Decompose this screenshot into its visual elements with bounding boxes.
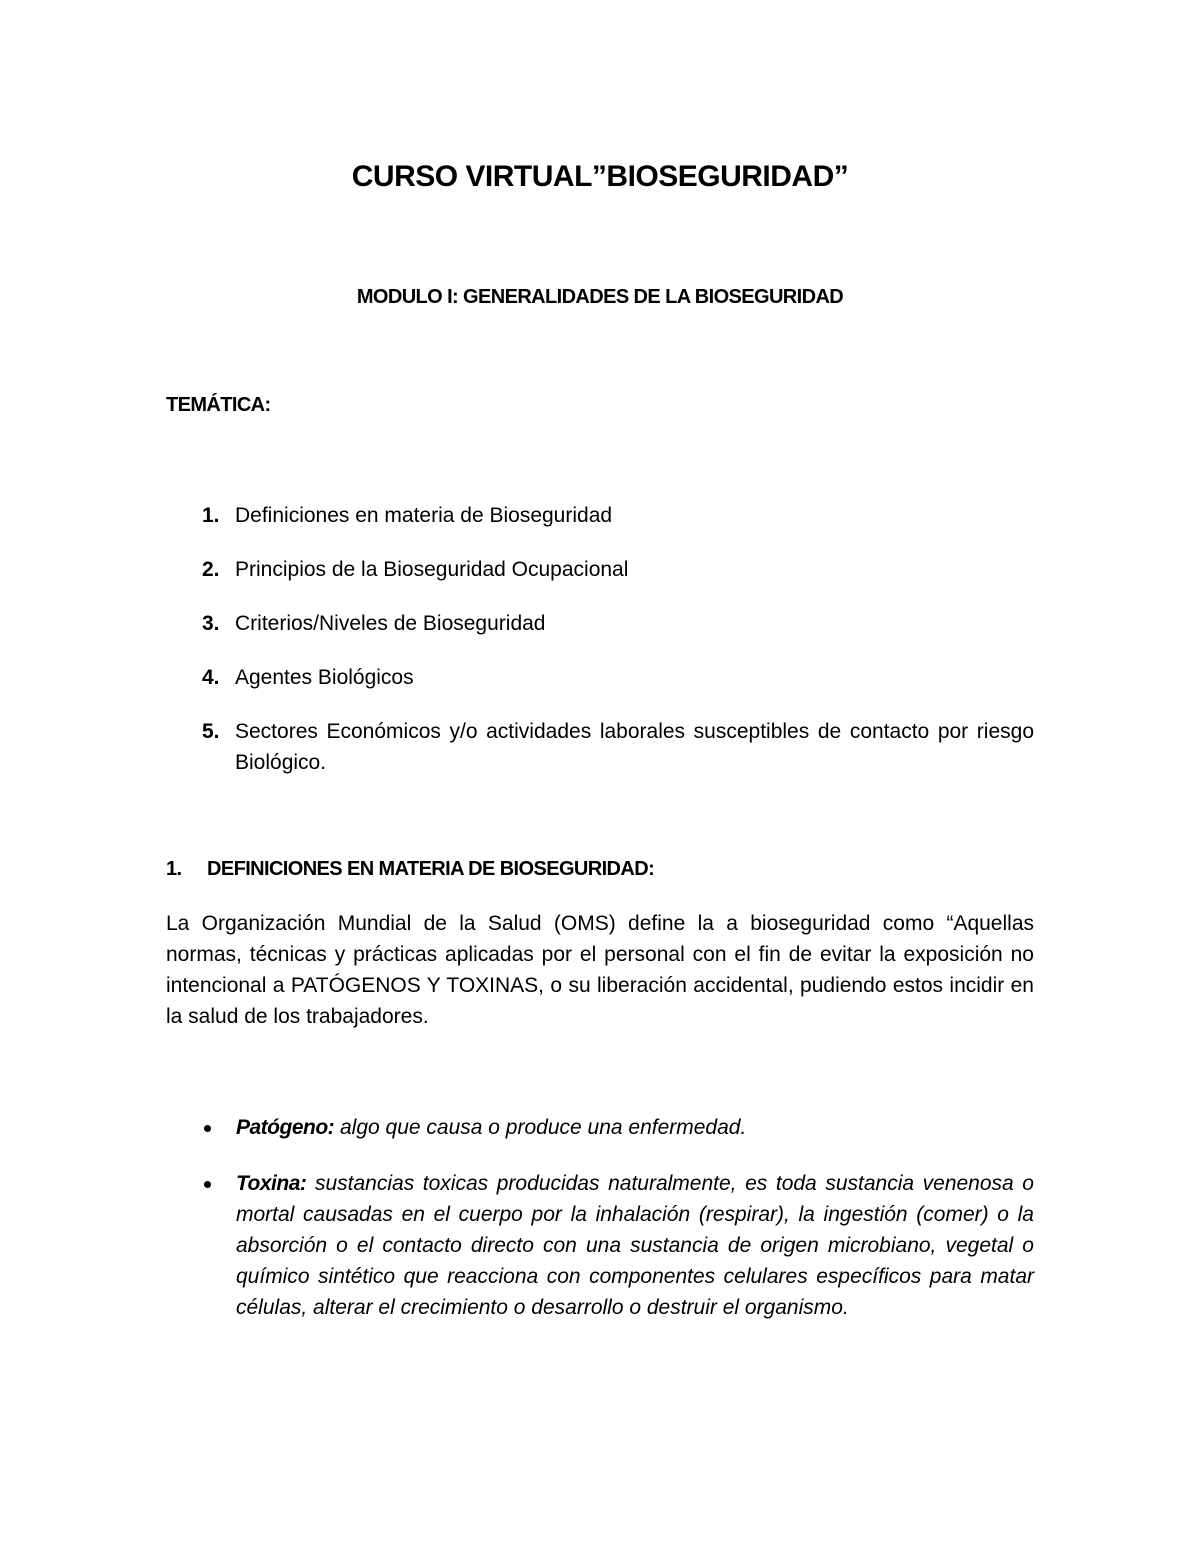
topics-heading: TEMÁTICA:	[166, 394, 271, 416]
definition-text: algo que causa o produce una enfermedad.	[334, 1116, 747, 1139]
topic-text: Principios de la Bioseguridad Ocupacional	[235, 558, 629, 581]
bullet-icon	[204, 1181, 211, 1188]
topic-item	[166, 608, 1034, 639]
topic-item	[166, 500, 1034, 531]
topic-number: 5.	[202, 720, 220, 743]
topic-item	[166, 554, 1034, 585]
document-title: CURSO VIRTUAL”BIOSEGURIDAD”	[351, 160, 849, 193]
topic-item	[166, 716, 1034, 778]
section-heading	[166, 858, 654, 881]
topic-number: 2.	[202, 558, 220, 581]
topic-text: Agentes Biológicos	[235, 666, 414, 689]
topic-number: 3.	[202, 612, 220, 635]
module-title: MODULO I: GENERALIDADES DE LA BIOSEGURIDAD	[356, 286, 844, 308]
section-number: 1.	[166, 858, 182, 880]
section-title: DEFINICIONES EN MATERIA DE BIOSEGURIDAD:	[207, 858, 655, 880]
definition-term: Patógeno:	[236, 1116, 335, 1139]
definition-text: sustancias toxicas producidas naturalmente, es toda sustancia venenosa o mortal causadas en el cuerpo por la inhalación (respirar), la ingestión (comer) o la absorción o el contacto directo con una sustancia de origen microbiano, vegetal o químico sintético que reacciona con componentes celulares específicos para matar células, alterar el crecimiento o desarrollo o destruir el organismo.	[236, 1172, 1034, 1319]
definition-item	[166, 1112, 1034, 1143]
topic-text: Criterios/Niveles de Bioseguridad	[235, 612, 546, 635]
topic-number: 1.	[202, 504, 220, 527]
topic-number: 4.	[202, 666, 220, 689]
topics-list	[166, 500, 1034, 801]
topic-item	[166, 662, 1034, 693]
topic-text: Definiciones en materia de Bioseguridad	[235, 504, 613, 527]
topic-text: Sectores Económicos y/o actividades laborales susceptibles de contacto por riesgo Biológico.	[235, 720, 1034, 774]
definitions-list	[166, 1112, 1034, 1348]
definition-paragraph: La Organización Mundial de la Salud (OMS) define la a bioseguridad como “Aquellas normas, técnicas y prácticas aplicadas por el personal con el fin de evitar la exposición no intencional a PATÓGENOS Y TOXINAS, o su liberación accidental, pudiendo estos incidir en la salud de los trabajadores.	[166, 912, 1034, 1028]
bullet-icon	[204, 1125, 211, 1132]
definition-term: Toxina:	[236, 1172, 307, 1195]
definition-item	[166, 1168, 1034, 1323]
